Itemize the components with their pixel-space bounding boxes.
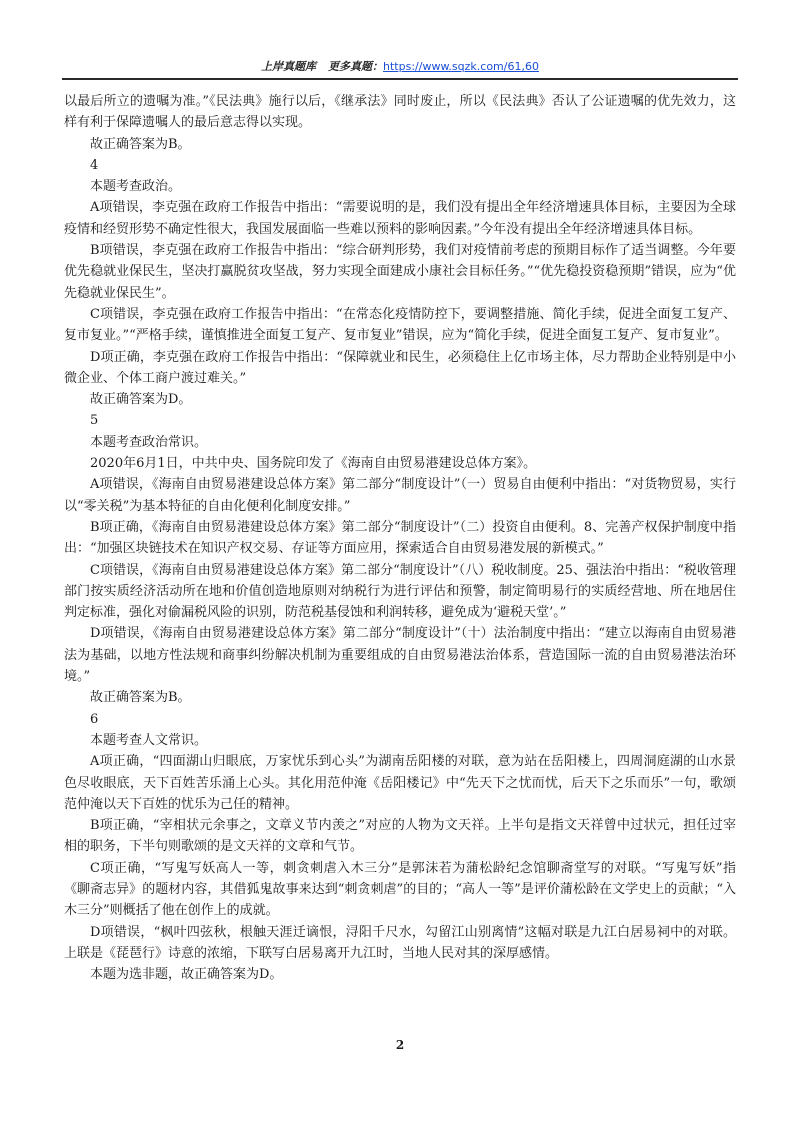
paragraph: C项错误，李克强在政府工作报告中指出：“在常态化疫情防控下，要调整措施、简化手续，促进全面复工复产、复市复业。”“严格手续，谨慎推进全面复工复产、复市复业”错误，应为“简化手续，促进全面复工复产、复市复业”。 <box>64 306 736 344</box>
paragraph: D项错误，《海南自由贸易港建设总体方案》第二部分“制度设计”（十）法治制度中指出：“建立以海南自由贸易港法为基础，以地方性法规和商事纠纷解决机制为重要组成的自由贸易港法治体系，营造国际一流的自由贸易港法治环境。” <box>64 626 736 685</box>
page-number: 2 <box>395 1038 405 1052</box>
paragraph: 4 <box>90 157 99 173</box>
header-divider <box>62 78 738 80</box>
paragraph: 5 <box>90 413 99 429</box>
paragraph: 故正确答案为B。 <box>90 136 191 152</box>
paragraph: B项错误，李克强在政府工作报告中指出：“综合研判形势，我们对疫情前考虑的预期目标作了适当调整。今年要优先稳就业保民生，坚决打赢脱贫攻坚战，努力实现全面建成小康社会目标任务。”“优先稳投资稳预期”错误，应为“优先稳就业保民生”。 <box>64 243 736 301</box>
document-body <box>64 91 736 985</box>
paragraph: A项错误，李克强在政府工作报告中指出：“需要说明的是，我们没有提出全年经济增速具体目标，主要因为全球疫情和经贸形势不确定性很大，我国发展面临一些难以预料的影响因素。”今年没有提出全年经济增速具体目标。 <box>64 200 736 237</box>
paragraph: 本题考查政治。 <box>90 179 182 195</box>
paragraph: 6 <box>90 711 99 727</box>
paragraph: B项正确，《海南自由贸易港建设总体方案》第二部分“制度设计”（二）投资自由便利。8、完善产权保护制度中指出：“加强区块链技术在知识产权交易、存证等方面应用，探索适合自由贸易港发展的新模式。” <box>64 519 736 557</box>
header-brand: 上岸真题库 <box>261 60 317 73</box>
page-header <box>0 60 800 74</box>
paragraph: A项错误，《海南自由贸易港建设总体方案》第二部分“制度设计”（一）贸易自由便利中指出：“对货物贸易，实行以“零关税”为基本特征的自由化便利化制度安排。” <box>64 477 736 514</box>
paragraph: 本题考查人文常识。 <box>90 732 208 748</box>
paragraph: D项错误，“枫叶四弦秋，根触天涯迁谪恨，浔阳千尺水，勾留江山别离情”这幅对联是九江白居易祠中的对联。上联是《琵琶行》诗意的浓缩，下联写白居易离开九江时，当地人民对其的深厚感情。 <box>64 924 736 961</box>
paragraph: A项正确，“四面湖山归眼底，万家忧乐到心头”为湖南岳阳楼的对联，意为站在岳阳楼上，四周洞庭湖的山水景色尽收眼底，天下百姓苦乐涌上心头。其化用范仲淹《岳阳楼记》中“先天下之忧而忧，后天下之乐而乐”一句，歌颂范仲淹以天下百姓的忧乐为己任的精神。 <box>64 754 736 812</box>
paragraph: C项正确，“写鬼写妖高人一等，刺贪刺虐入木三分”是郭沫若为蒲松龄纪念馆聊斋堂写的对联。“写鬼写妖”指《聊斋志异》的题材内容，其借狐鬼故事来达到“刺贪刺虐”的目的；“高人一等”是评价蒲松龄在文学史上的贡献；“入木三分”则概括了他在创作上的成就。 <box>64 860 736 919</box>
paragraph: 以最后所立的遗嘱为准。”《民法典》施行以后，《继承法》同时废止，所以《民法典》否认了公证遗嘱的优先效力，这样有利于保障遗嘱人的最后意志得以实现。 <box>64 94 736 131</box>
paragraph: 本题考查政治常识。 <box>90 434 208 450</box>
paragraph: C项错误，《海南自由贸易港建设总体方案》第二部分“制度设计”（八）税收制度。25、强法治中指出：“税收管理部门按实质经济活动所在地和价值创造地原则对纳税行为进行评估和预警，制定简明易行的实质经营地、所在地居住判定标准，强化对偷漏税风险的识别，防范税基侵蚀和利润转移，避免成为‘避税天堂’。” <box>64 562 736 621</box>
header-more-label: 更多真题： <box>328 60 384 73</box>
header-url-link[interactable]: https://www.sqzk.com/61,60 <box>383 60 539 73</box>
paragraph: 2020年6月1日，中共中央、国务院印发了《海南自由贸易港建设总体方案》。 <box>90 456 537 472</box>
paragraph: 故正确答案为B。 <box>90 690 191 706</box>
paragraph: B项正确，“宰相状元余事之，文章义节内羡之”对应的人物为文天祥。上半句是指文天祥曾中过状元，担任过宰相的职务，下半句则歌颂的是文天祥的文章和气节。 <box>64 818 736 855</box>
paragraph: 故正确答案为D。 <box>90 392 192 408</box>
paragraph: D项正确，李克强在政府工作报告中指出：“保障就业和民生，必须稳住上亿市场主体，尽力帮助企业特别是中小微企业、个体工商户渡过难关。” <box>64 349 736 386</box>
paragraph: 本题为选非题，故正确答案为D。 <box>90 967 283 983</box>
